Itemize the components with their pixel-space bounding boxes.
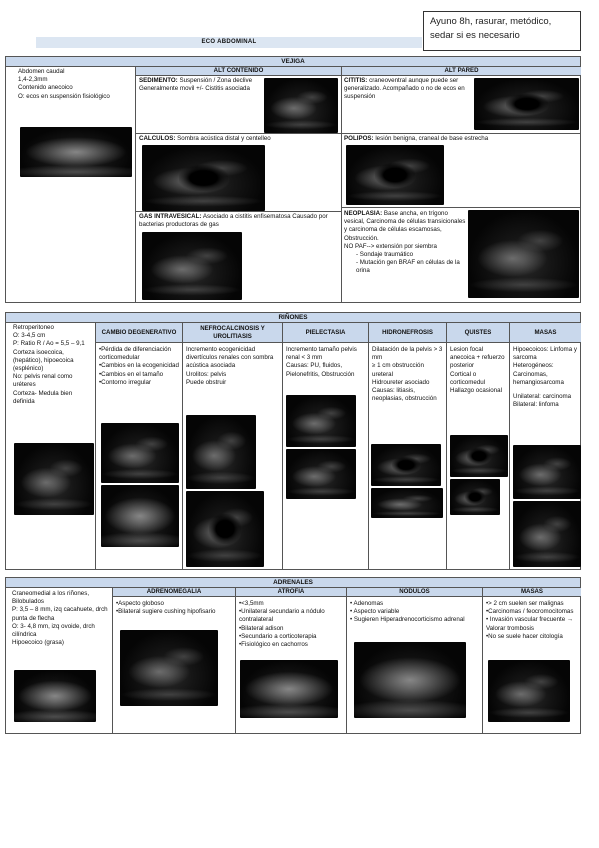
gas-label: GAS INTRAVESICAL:: [139, 213, 202, 220]
adrenales-normal-line: P: 3,5 – 8 mm, izq cacahuete, drch punta de flecha: [12, 606, 108, 622]
text-line: Incremento tamaño pelvis renal < 3 mm: [286, 346, 357, 362]
text-line: •Contorno irregular: [99, 378, 152, 386]
text-line: Causas: PU, fluidos, Pielonefritis, Obstrucción: [286, 362, 355, 378]
cambio-text: [99, 346, 181, 387]
rinones-normal-line: Retroperitoneo: [13, 324, 54, 331]
ultrasound-image: [120, 630, 218, 706]
text-line: Incremento ecogenicidad divertículos renales con sombra acústica asociada: [186, 346, 274, 370]
atrofia-text: [239, 600, 345, 649]
text-line: •Aspecto globoso: [116, 600, 164, 607]
text-line: • Invasión vascular frecuente → Valorar trombosis: [486, 616, 574, 632]
text-line: •Fisiológico en cachorros: [239, 640, 308, 648]
col-head: QUISTES: [447, 323, 509, 343]
calculos-text: Sombra acústica distal y centelleo: [177, 135, 271, 142]
adrenomegalia-text: [116, 600, 234, 616]
text-line: ≥ 1 cm obstrucción ureteral: [372, 362, 424, 378]
text-line: • Adenomas: [350, 600, 384, 607]
text-line: Dilatación de la pelvis > 3 mm: [372, 346, 443, 362]
text-line: Hipoecoicos: Linfoma y sarcoma: [513, 346, 577, 362]
col-head: NODULOS: [347, 588, 482, 597]
adrenales-normal-line: Craneomedial a los riñones, Bilobulados: [12, 590, 90, 606]
rinones-normal-line: No: pelvis renal como uréteres: [13, 373, 73, 389]
sedimento-label: SEDIMENTO:: [139, 77, 178, 84]
ultrasound-image: [14, 443, 94, 515]
fasting-note: Ayuno 8h, rasurar, metódico, sedar si es necesario: [423, 11, 581, 51]
cistitis-block: [344, 77, 469, 102]
vejiga-normal-line: Abdomen caudal: [18, 68, 65, 75]
text-line: •<3,5mm: [239, 600, 264, 607]
ultrasound-image: [346, 145, 444, 205]
nodulos-text: [350, 600, 480, 625]
ultrasound-image: [286, 449, 356, 499]
ultrasound-image: [354, 642, 466, 718]
cistitis-text: craneoventral aunque puede ser generalizado. Acompañado o no de ecos en suspensión: [344, 77, 465, 101]
col-head: ATROFIA: [236, 588, 346, 597]
cistitis-label: CITITIS:: [344, 77, 368, 84]
rinones-section: [5, 312, 581, 570]
col-head: CAMBIO DEGENERATIVO: [96, 323, 182, 343]
adrenales-normal-line: O: 3- 4,8 mm, izq ovoide, drch cilíndrica: [12, 622, 95, 638]
polipos-label: POLIPOS:: [344, 135, 374, 142]
ultrasound-image: [468, 210, 579, 298]
text-line: Urolitos: pelvis: [186, 370, 227, 378]
polipos-block: [344, 135, 579, 143]
text-line: •No se suele hacer citología: [486, 632, 563, 640]
text-line: Puede obstruir: [186, 378, 227, 386]
neoplasia-nopaf: NO PAF--> extensión por siembra: [344, 242, 437, 250]
text-line: •Cambios en el tamaño: [99, 370, 164, 378]
text-line: Lesion focal anecoica + refuerzo posterior: [450, 346, 505, 370]
text-line: •Carcinomas / feocromocitomas: [486, 608, 574, 616]
ultrasound-image: [20, 127, 132, 177]
gas-block: [139, 213, 339, 229]
ultrasound-image: [142, 232, 242, 300]
rinones-normal-line: Corteza- Medula bien definida: [13, 389, 73, 405]
sedimento-block: [139, 77, 259, 93]
text-line: Heterogéneos: Carcinomas, hemangiosarcoma: [513, 362, 564, 386]
vejiga-normal-line: 1,4-2,3mm: [18, 76, 48, 84]
text-line: Hallazgo ocasional: [450, 386, 502, 394]
text-line: Cortical o corticomedul: [450, 370, 486, 386]
vejiga-normal-line: Contenido anecoico: [18, 84, 73, 92]
ultrasound-image: [450, 479, 500, 515]
list-item: - Sondaje traumático: [356, 251, 466, 259]
ultrasound-image: [371, 444, 441, 486]
ultrasound-image: [264, 78, 338, 133]
adrenales-normal-line: Hipoecoico (grasa): [12, 639, 64, 647]
vejiga-section: [5, 56, 581, 303]
page-title: ECO ABDOMINAL: [36, 37, 422, 48]
ultrasound-image: [474, 78, 579, 130]
col-head: MASAS: [510, 323, 581, 343]
rinones-header: RIÑONES: [6, 313, 580, 323]
neoplasia-block: [344, 210, 466, 276]
ultrasound-image: [186, 491, 264, 567]
col-head: MASAS: [483, 588, 581, 597]
ultrasound-image: [142, 145, 265, 211]
rinones-normal: [13, 324, 93, 406]
ultrasound-image: [14, 670, 96, 722]
ultrasound-image: [240, 660, 338, 718]
text-line: •Cambios en la ecogenicidad: [99, 362, 179, 370]
ultrasound-image: [186, 415, 256, 489]
text-line: Hidroureter asociado: [372, 378, 430, 386]
neoplasia-list: [344, 251, 466, 276]
text-line: Bilateral: linfoma: [513, 401, 559, 409]
list-item: - Mutación gen BRAF en células de la orina: [356, 259, 466, 275]
text-line: Causas: litiasis, neoplasias, obstrucción: [372, 386, 437, 403]
col-head: PIELECTASIA: [283, 323, 368, 343]
ultrasound-image: [513, 445, 581, 499]
sedimento-text: Suspensión / Zona declive Generalmente movil +/- Cistitis asociada: [139, 77, 253, 93]
vejiga-normal: [18, 68, 133, 101]
adrenales-normal: [12, 590, 110, 647]
col-head: ADRENOMEGALIA: [113, 588, 235, 597]
rinones-normal-line: P: Ratio R / Ao = 5,5 – 9,1: [13, 340, 85, 348]
text-line: •> 2 cm suelen ser malignas: [486, 600, 564, 607]
text-line: •Bilateral adison: [239, 624, 284, 632]
ultrasound-image: [286, 395, 356, 447]
rinones-normal-line: Corteza isoecoica, (hepático), hipoecoica (esplénico): [13, 348, 74, 372]
text-line: • Sugieren Hiperadrenocorticismo adrenal: [350, 616, 465, 624]
ultrasound-image: [101, 485, 179, 547]
quistes-text: [450, 346, 508, 395]
ultrasound-image: [371, 488, 443, 518]
adrenales-header: ADRENALES: [6, 578, 580, 588]
ultrasound-image: [450, 435, 508, 477]
text-line: •Secundario a corticoterapia: [239, 632, 317, 640]
calculos-label: CALCULOS:: [139, 135, 176, 142]
text-line: •Pérdida de diferenciación corticomedular: [99, 346, 171, 362]
gas-text: Asociado a cistitis enfisematosa Causado por bacterias productoras de gas: [139, 213, 328, 229]
nefrocalcinosis-text: [186, 346, 280, 387]
text-line: Unilateral: carcinoma: [513, 392, 572, 400]
col-alt-contenido: ALT CONTENIDO: [136, 67, 341, 76]
rinones-normal-line: O: 3-4,5 cm: [13, 332, 46, 340]
calculos-block: [139, 135, 339, 143]
text-line: •Bilateral sugiere cushing hipofisario: [116, 608, 216, 616]
pielectasia-text: [286, 346, 366, 379]
adrenal-masas-text: [486, 600, 580, 641]
neoplasia-label: NEOPLASIA:: [344, 210, 383, 217]
col-alt-pared: ALT PARED: [342, 67, 581, 76]
ultrasound-image: [488, 660, 570, 722]
hidronefrosis-text: [372, 346, 444, 403]
text-line: • Aspecto variable: [350, 608, 400, 616]
vejiga-header: VEJIGA: [6, 57, 580, 67]
col-head: HIDRONEFROSIS: [369, 323, 446, 343]
ultrasound-image: [513, 501, 581, 567]
vejiga-normal-line: O: ecos en suspensión fisiológico: [18, 92, 110, 100]
text-line: •Unilateral secundario a nódulo contralateral: [239, 608, 325, 624]
masas-text: [513, 346, 580, 409]
neoplasia-text: Base ancha, en trígono vesical, Carcinoma de células transicionales y carcinoma de células escamosas, Obstrucción.: [344, 210, 466, 242]
ultrasound-image: [101, 423, 179, 483]
adrenales-section: [5, 577, 581, 734]
col-head: NEFROCALCINOSIS Y UROLITIASIS: [183, 323, 282, 343]
polipos-text: lesión benigna, craneal de base estrecha: [375, 135, 489, 142]
